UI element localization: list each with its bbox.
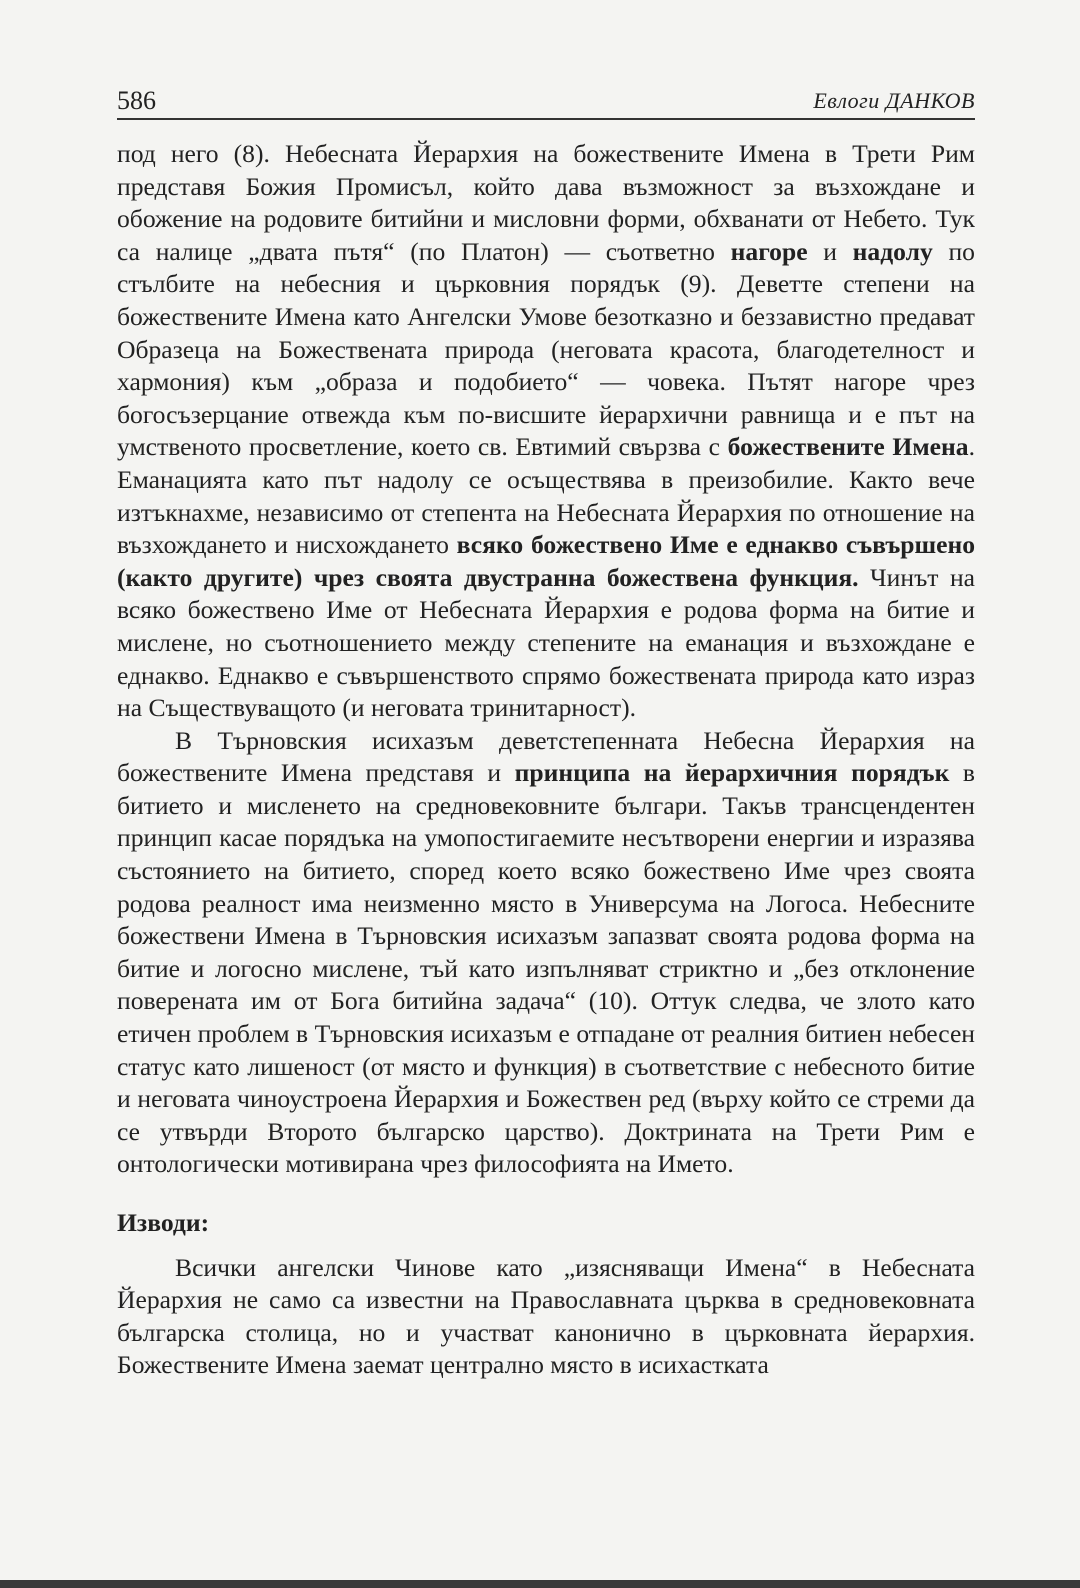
- paragraph-1-bold-2: надолу: [852, 236, 933, 266]
- paragraph-1-bold-3: божествените Имена: [727, 432, 969, 462]
- paragraph-1-text-1: под него (8). Небесната Йерархия на божествените Имена в Трети Рим представя Божия Промисъл, който дава възможност за възхождане и обожение на родовите битийни и мисловни форми, обхванати от Небето. Тук са налице „двата пътя“ (по Платон) — съответно: [117, 139, 975, 266]
- paragraph-2: [117, 725, 975, 1181]
- paragraph-1-text-3: по стълбите на небесния и църковния порядък (9). Деветте степени на божествените Имена като Ангелски Умове безотказно и беззавистно предават Образеца на Божествената природа (неговата красота, благодетелност и хармония) към „образа и подобието“ — човека. Пътят нагоре чрез богосъзерцание отвежда към по-висшите йерархични равнища и е път на умственото просветление, което св. Евтимий свързва с: [117, 236, 975, 462]
- section-heading: Изводи:: [117, 1208, 210, 1237]
- paragraph-2-text-1: В Търновския исихазъм деветстепенната Небесна Йерархия на божествените Имена представя и: [117, 725, 975, 788]
- paragraph-2-bold-1: принципа на йерархичния порядък: [514, 758, 950, 788]
- running-head: Евлоги ДАНКОВ: [813, 88, 975, 113]
- bottom-edge-shadow: [0, 1580, 1080, 1588]
- page: [117, 84, 975, 1382]
- paragraph-1: [117, 138, 975, 725]
- paragraph-1-text-4: . Еманацията като път надолу се осъществява в преизобилие. Както вече изтъкнахме, независимо от степента на Небесната Йерархия по отношение на възхождането и нисхождането: [117, 432, 975, 560]
- page-number: 586: [117, 86, 156, 115]
- paragraph-2-text-2: в битието и мисленето на средновековните българи. Такъв трансцендентен принцип касае порядъка на умопостигаемите несътворени енергии и изразява състоянието на битието, според което всяко божествено Име чрез своята родова реалност има неизменно място в Универсума на Логоса. Небесните божествени Имена в Търновския исихазъм запазват своята родова форма на битие и логосно мислене, тъй като изпълняват стриктно и „без отклонение поверената им от Бога битийна задача“ (10). Оттук следва, че злото като етичен проблем в Търновския исихазъм е отпадане от реалния битиен небесен статус като лишеност (от място и функция) в съответствие с небесното битие и неговата чиноустроена Йерархия и Божествен ред (върху който се стреми да се утвърди Второто българско царство). Доктрината на Трети Рим е онтологически мотивирана чрез философията на Името.: [117, 758, 975, 1179]
- paragraph-1-text-5: Чинът на всяко божествено Име от Небесната Йерархия е родова форма на битие и мислене, но съотношението между степените на еманация и възхождане е еднакво. Еднакво е съвършенството спрямо божествената природа като израз на Съществуващото (и неговата тринитарност).: [117, 562, 975, 723]
- paragraph-1-text-2: и: [807, 236, 853, 266]
- page-header: [117, 84, 975, 120]
- paragraph-1-bold-1: нагоре: [730, 236, 808, 266]
- paragraph-3: Всички ангелски Чинове като „изясняващи Имена“ в Небесната Йерархия не само са известни на Православната църква в средновековната българска столица, но и участват канонично в църковната йерархия. Божествените Имена заемат централно място в исихастката: [117, 1252, 975, 1380]
- body-text: [117, 138, 975, 1382]
- paragraph-1-bold-4: всяко божествено Име е еднакво съвършено (както другите) чрез своята двустранна божествена функция.: [117, 530, 976, 592]
